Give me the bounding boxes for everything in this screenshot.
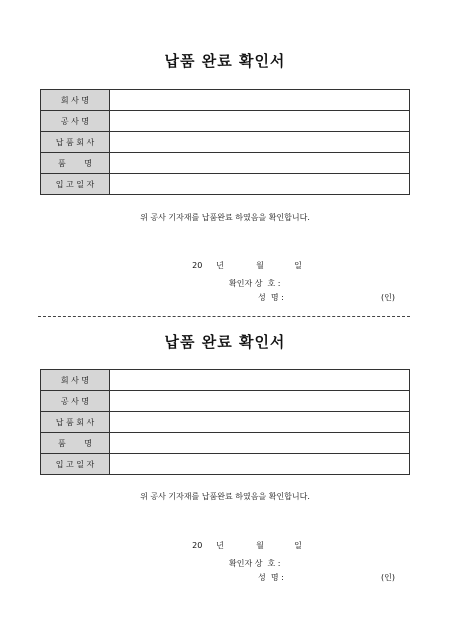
document-title: 납품 완료 확인서 [164, 52, 286, 70]
project-name-label: 공 사 명 [41, 111, 110, 132]
project-name-label: 공 사 명 [41, 391, 110, 412]
supplier-label: 납 품 회 사 [41, 132, 110, 153]
signer-name-label: 성 명 : [258, 573, 284, 582]
company-name-label: 회 사 명 [41, 90, 110, 111]
item-name-label: 품 명 [41, 433, 110, 454]
date-day-label: 일 [294, 541, 302, 550]
seal-mark: (인) [381, 293, 395, 302]
table-row [41, 90, 410, 111]
table-row [41, 433, 410, 454]
table-row [41, 412, 410, 433]
table-row [41, 111, 410, 132]
project-name-field[interactable] [110, 111, 410, 132]
table-row [41, 391, 410, 412]
confirmation-statement: 위 공사 기자재를 납품완료 하였음을 확인합니다. [140, 492, 310, 501]
date-year-label: 년 [216, 541, 224, 550]
table-row [41, 153, 410, 174]
date-line [182, 251, 302, 280]
signer-company-label: 확인자 상 호 : [229, 559, 281, 568]
company-name-label: 회 사 명 [41, 370, 110, 391]
table-row [41, 132, 410, 153]
signer-company-label: 확인자 상 호 : [229, 279, 281, 288]
table-row [41, 174, 410, 195]
company-name-field[interactable] [110, 370, 410, 391]
receipt-date-field[interactable] [110, 454, 410, 475]
project-name-field[interactable] [110, 391, 410, 412]
date-day-label: 일 [294, 261, 302, 270]
signer-name-label: 성 명 : [258, 293, 284, 302]
date-year-label: 년 [216, 261, 224, 270]
table-row [41, 370, 410, 391]
receipt-date-label: 입 고 일 자 [41, 454, 110, 475]
info-table [40, 369, 410, 475]
cut-line-divider [38, 316, 410, 317]
supplier-field[interactable] [110, 132, 410, 153]
supplier-field[interactable] [110, 412, 410, 433]
date-prefix: 20 [192, 261, 203, 270]
table-row [41, 454, 410, 475]
item-name-field[interactable] [110, 153, 410, 174]
document-title: 납품 완료 확인서 [164, 333, 286, 351]
supplier-label: 납 품 회 사 [41, 412, 110, 433]
confirmation-statement: 위 공사 기자재를 납품완료 하였음을 확인합니다. [140, 213, 310, 222]
date-month-label: 월 [256, 261, 264, 270]
date-line [182, 531, 302, 560]
receipt-date-label: 입 고 일 자 [41, 174, 110, 195]
date-month-label: 월 [256, 541, 264, 550]
receipt-date-field[interactable] [110, 174, 410, 195]
date-prefix: 20 [192, 541, 203, 550]
seal-mark: (인) [381, 573, 395, 582]
item-name-label: 품 명 [41, 153, 110, 174]
info-table [40, 89, 410, 195]
company-name-field[interactable] [110, 90, 410, 111]
item-name-field[interactable] [110, 433, 410, 454]
